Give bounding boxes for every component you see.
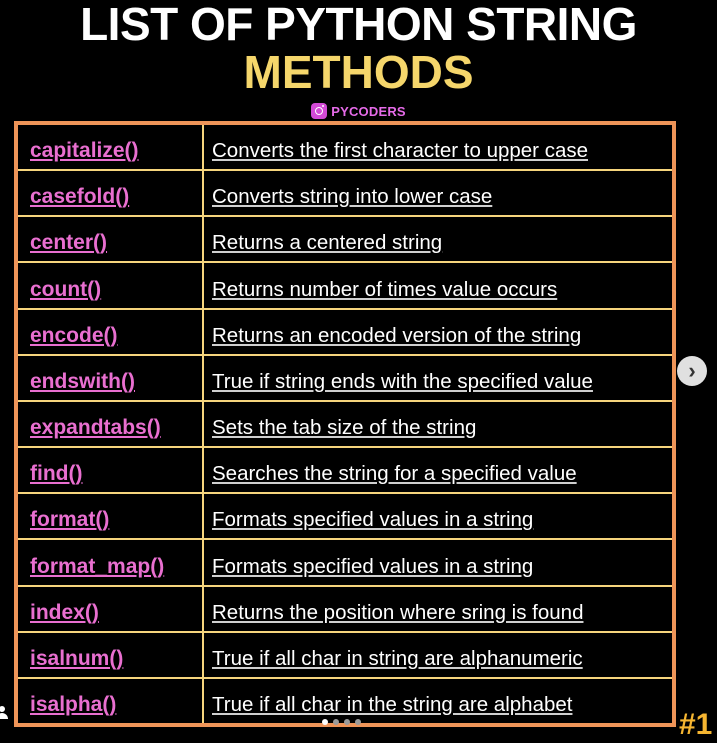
table-row [18, 448, 672, 494]
method-description: Formats specified values in a string [212, 508, 534, 532]
method-name: format_map() [18, 540, 204, 584]
table-row [18, 402, 672, 448]
method-description: Returns a centered string [212, 231, 443, 255]
method-description: Searches the string for a specified value [212, 462, 577, 486]
method-description: Converts the first character to upper case [212, 139, 589, 163]
table-row [18, 494, 672, 540]
table-row [18, 310, 672, 356]
method-description: True if string ends with the specified value [212, 369, 593, 393]
person-icon[interactable] [0, 706, 10, 720]
carousel-dot[interactable] [322, 719, 328, 725]
method-name: encode() [18, 310, 204, 354]
method-description: Converts string into lower case [212, 185, 493, 209]
method-description: Returns the position where sring is found [212, 600, 584, 624]
method-name: count() [18, 263, 204, 307]
method-name: format() [18, 494, 204, 538]
method-name: find() [18, 448, 204, 492]
method-name: capitalize() [18, 125, 204, 169]
method-name: index() [18, 587, 204, 631]
brand [0, 103, 717, 119]
brand-name: PYCODERS [331, 103, 406, 119]
instagram-icon [311, 103, 327, 119]
method-name: isalpha() [18, 679, 204, 723]
carousel-dot[interactable] [333, 719, 339, 725]
method-name: center() [18, 217, 204, 261]
method-description: True if all char in the string are alphabet [212, 693, 573, 717]
page-title-line2: METHODS [243, 46, 474, 98]
methods-table [14, 121, 676, 727]
table-row [18, 633, 672, 679]
table-row [18, 263, 672, 309]
table-row [18, 356, 672, 402]
table-row [18, 540, 672, 586]
carousel-dot[interactable] [344, 719, 350, 725]
chevron-right-icon[interactable]: › [677, 356, 707, 386]
method-name: endswith() [18, 356, 204, 400]
method-name: isalnum() [18, 633, 204, 677]
table-row [18, 217, 672, 263]
table-row [18, 171, 672, 217]
table-row [18, 679, 672, 723]
carousel-dots [322, 719, 361, 725]
carousel-dot[interactable] [355, 719, 361, 725]
method-description: Sets the tab size of the string [212, 416, 477, 440]
method-name: expandtabs() [18, 402, 204, 446]
method-description: Returns number of times value occurs [212, 277, 558, 301]
page-title-line1: LIST OF PYTHON STRING [80, 0, 637, 50]
table-row [18, 125, 672, 171]
method-name: casefold() [18, 171, 204, 215]
method-description: True if all char in string are alphanumeric [212, 646, 583, 670]
table-row [18, 587, 672, 633]
method-description: Formats specified values in a string [212, 554, 534, 578]
page-number-badge: #1 [679, 708, 713, 741]
method-description: Returns an encoded version of the string [212, 323, 582, 347]
